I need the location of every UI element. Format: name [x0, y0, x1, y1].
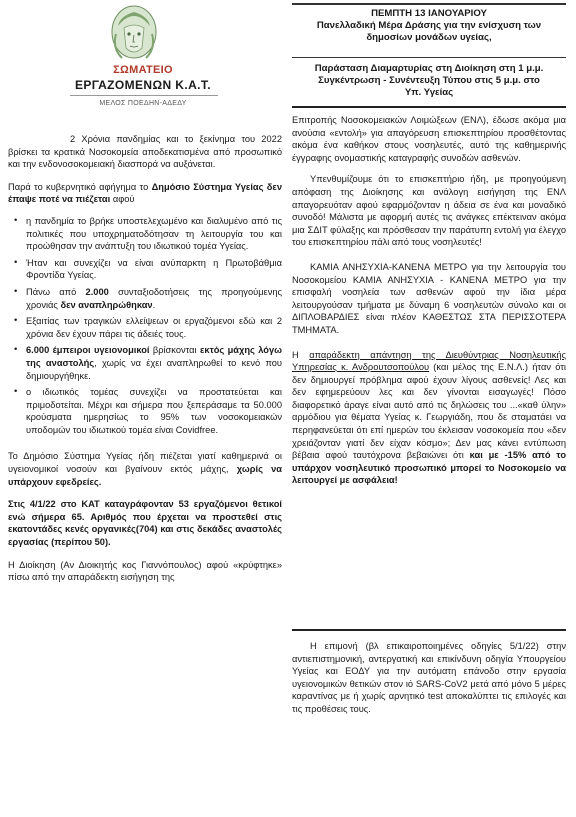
list-item: [8, 344, 282, 382]
header-bottom-rule: [292, 106, 566, 108]
event-location-line: Υπ. Υγείας: [404, 86, 454, 98]
event-press-line: Συγκέντρωση - Συνέντευξη Τύπου στις 5 μ.μ. στο: [318, 74, 540, 86]
text-run: Πάνω από: [26, 286, 86, 297]
right-column-footer: [292, 640, 566, 716]
event-title-line2: δημοσίων μονάδων υγείας,: [366, 31, 492, 43]
reasons-list: [8, 215, 282, 437]
section-divider: [292, 629, 566, 631]
paragraph-director-response: [292, 349, 566, 488]
list-item: • ο ιδιωτικός τομέας συνεχίζει να προστατεύεται και πριμοδοτείται. Μέχρι και σήμερα που ξεπεράσαμε τα 50.000 κρούσματα ημερησίως το 95% των νοσοκομειακών υποδομών του ιδιωτικού τομέα είναι Covidfree.: [8, 386, 282, 436]
list-item: • Ήταν και συνεχίζει να είναι ανύπαρκτη η Πρωτοβάθμια Φροντίδα Υγείας.: [8, 257, 282, 282]
paragraph-administration: Η Διοίκηση (Αν Διοικητής κος Γιαννόπουλος) αφού «κρύφτηκε» πίσω από την απαράδεκτη εισήγηση της: [8, 559, 282, 583]
intro-paragraph: 2 Χρόνια πανδημίας και το ξεκίνημα του 2022 βρίσκει τα κρατικά Νοσοκομεία αποδεκατισμένα από προσωπικό και την ενδονοσοκομειακή διασπορά να αυξάνεται.: [8, 134, 282, 170]
bold-run: 2.000: [85, 286, 109, 297]
paragraph-guidelines: Η επιμονή (βλ επικαιροποιημένες οδηγίες 5/1/22) στην αντιεπιστημονική, αντεργατική και επικίνδυνη οδηγία Υπουργείου Υγείας και ΕΟΔΥ για την αυτόματη επάνοδο στην εργασία υγειονομικών θετικών στον ιό SARS-CoV2 μετά από μόνο 5 μέρες καραντίνας με ή χωρίς αρνητικό test αποκαλύπτει τις επιλογές και τις προθέσεις τους.: [292, 641, 566, 714]
underlined-run: απαράδεκτη απάντηση της Διευθύντριας Νοσηλευτικής Υπηρεσίας κ. Ανδρουτσοπούλου: [292, 349, 566, 373]
list-item: • Εξαιτίας των τραγικών ελλείψεων οι εργαζόμενοι εδώ και 2 χρόνια δεν έχουν πάρει τις άδειές τους.: [8, 315, 282, 340]
text-run: (και μέλος της Ε.Ν.Λ.) ήταν ότι δεν δημιουργεί πρόβλημα αφού έχουν λίγους ασθενείς! Λες και δεν εφημερεύουν λες και δεν γίνονται εισαγωγές! Πόσο διαφορετικό άραγε είναι αυτό από τις δηλώσεις του ...«καθ ύλην» αρμόδιου για θέματα Υγείας κ. Γεωργιάδη, που δε σταματάει να περηφανεύεται ότι επί ημερών του έκλεισαν νοσοκομεία που «δεν χρειάζονταν γιατί δεν είχαν κόσμο»; Δεν μας κάνει εντύπωση βέβαια αφού ταυτόχρονα βεβαιώνει ότι: [292, 362, 566, 461]
text-run: βρίσκονται: [149, 345, 200, 356]
list-item: [8, 286, 282, 311]
paragraph-visiting-ban: Επιτροπής Νοσοκομειακών Λοιμώξεων (ΕΝΛ), έδωσε ακόμα μια ανούσια «εντολή» για απαγόρευση επισκεπτηρίου προσθέτοντας ακόμα ένα καθήκον στους νοσηλευτές, αυτό της καθημερινής έγγραφης ονομαστικής καταγραφής συνοδών ασθενών.: [292, 115, 566, 163]
paragraph-positive-cases: [8, 498, 282, 548]
text-run: Παρά το κυβερνητικό αφήγημα το: [8, 181, 152, 192]
event-title-line1: Πανελλαδική Μέρα Δράσης για την ενίσχυση των: [316, 19, 542, 31]
union-name-line1: ΣΩΜΑΤΕΙΟ: [113, 64, 173, 76]
paragraph-no-concern: ΚΑΜΙΑ ΑΝΗΣΥΧΙΑ-ΚΑΝΕΝΑ ΜΕΤΡΟ για την λειτουργία του Νοσοκομείου ΚΑΜΙΑ ΑΝΗΣΥΧΙΑ - ΚΑΝΕΝΑ ΜΕΤΡΟ για την επισφαλή νοσηλεία των ασθενών αφού την ίδια μέρα λειτουργούσαν τμήματα με δύναμη 6 νοσηλευτών σύνολο και οι ΔΙΠΛΟΒΑΡΔΙΕΣ είναι πλέον ΚΑΘΕΣΤΩΣ ΣΤΑ ΠΕΡΙΣΣΟΤΕΡΑ ΤΜΗΜΑΤΑ.: [292, 261, 566, 335]
bold-run: Δημόσιο Σύστημα Υγείας δεν έπαψε ποτέ να πιέζεται: [8, 181, 282, 205]
header-divider: [292, 57, 566, 58]
text-run: Η: [292, 349, 310, 360]
union-logo: [104, 4, 164, 66]
union-name-line2: ΕΡΓΑΖΟΜΕΝΩΝ Κ.Α.Τ.: [74, 78, 212, 92]
bold-run: χωρίς να υπάρχουν εφεδρείες.: [8, 464, 282, 487]
paragraph-no-reserves: [8, 450, 282, 488]
paragraph-system-pressure: [8, 181, 282, 206]
event-details: [292, 63, 566, 98]
bold-run: δεν αναπληρώθηκαν: [60, 299, 153, 310]
logo-divider: [70, 95, 218, 96]
header-top-rule: [292, 3, 566, 5]
text-run: .: [152, 299, 156, 310]
right-column-body: [292, 114, 566, 487]
event-header: [292, 8, 566, 43]
bold-run: εκτός μάχης λόγω της αναστολής: [26, 345, 282, 368]
event-date: ΠΕΜΠΤΗ 13 ΙΑΝΟΥΑΡΙΟΥ: [371, 8, 487, 19]
text-run: αφού: [110, 194, 135, 205]
bold-run: 6.000 έμπειροι υγειονομικοί: [26, 345, 150, 356]
left-column-body: [8, 133, 282, 584]
member-of-label: ΜΕΛΟΣ ΠΟΕΔΗΝ-ΑΔΕΔΥ: [99, 100, 187, 107]
text-run: συνταξιοδοτήσεις της προηγούμενης χρονιάς: [26, 286, 282, 310]
text-run: Το Δημόσιο Σύστημα Υγείας ήδη πιέζεται γιατί καθημερινά οι υγειονομικοί νοσούν και βγαίνουν εκτός μάχης,: [8, 451, 282, 475]
paragraph-reminder: Υπενθυμίζουμε ότι το επισκεπτήριο ήδη, με προηγούμενη απόφαση της Διοίκησης και ανάλογη εισήγηση της ΕΝΛ απαγορευόταν αφού εφαρμόζονταν η άδεια σε ένα και μοναδικό συνοδό! Μάλιστα με αφορμή αυτές τις ανάγκες επέκτειναν ακόμα μια ΣΔΙΤ φύλαξης και πρόσθεσαν την παράτυπη εντολή για έλεγχο του επισκεπτηρίου πάλι από τους νοσηλευτές!: [292, 174, 566, 248]
bold-run: και με -15% από το υπάρχον νοσηλευτικό προσωπικό μπορεί το Νοσοκομείο να λειτουργεί με ασφάλεια!: [292, 450, 566, 486]
event-protest-line: Παράσταση Διαμαρτυρίας στη Διοίκηση στη 1 μ.μ.: [314, 63, 544, 74]
list-item: • η πανδημία το βρήκε υποστελεχωμένο και διαλυμένο από τις πολιτικές που υποχρηματοδότησαν τη λειτουργία του και προώθησαν την ανάπτυξη του ιδιωτικού τομέα Υγείας.: [8, 215, 282, 253]
text-run: , χωρίς να έχει αναπληρωθεί το κενό που δημιουργήθηκε.: [26, 357, 282, 381]
bold-run: Στις 4/1/22 στο ΚΑΤ καταγράφονταν 53 εργαζόμενοι θετικοί ενώ σήμερα 65. Αριθμός που έρχεται να προστεθεί στις εκατοντάδες κενές οργανικές(704) και στις δεκάδες αναστολές εργασίας (περίπου 50).: [8, 499, 282, 548]
